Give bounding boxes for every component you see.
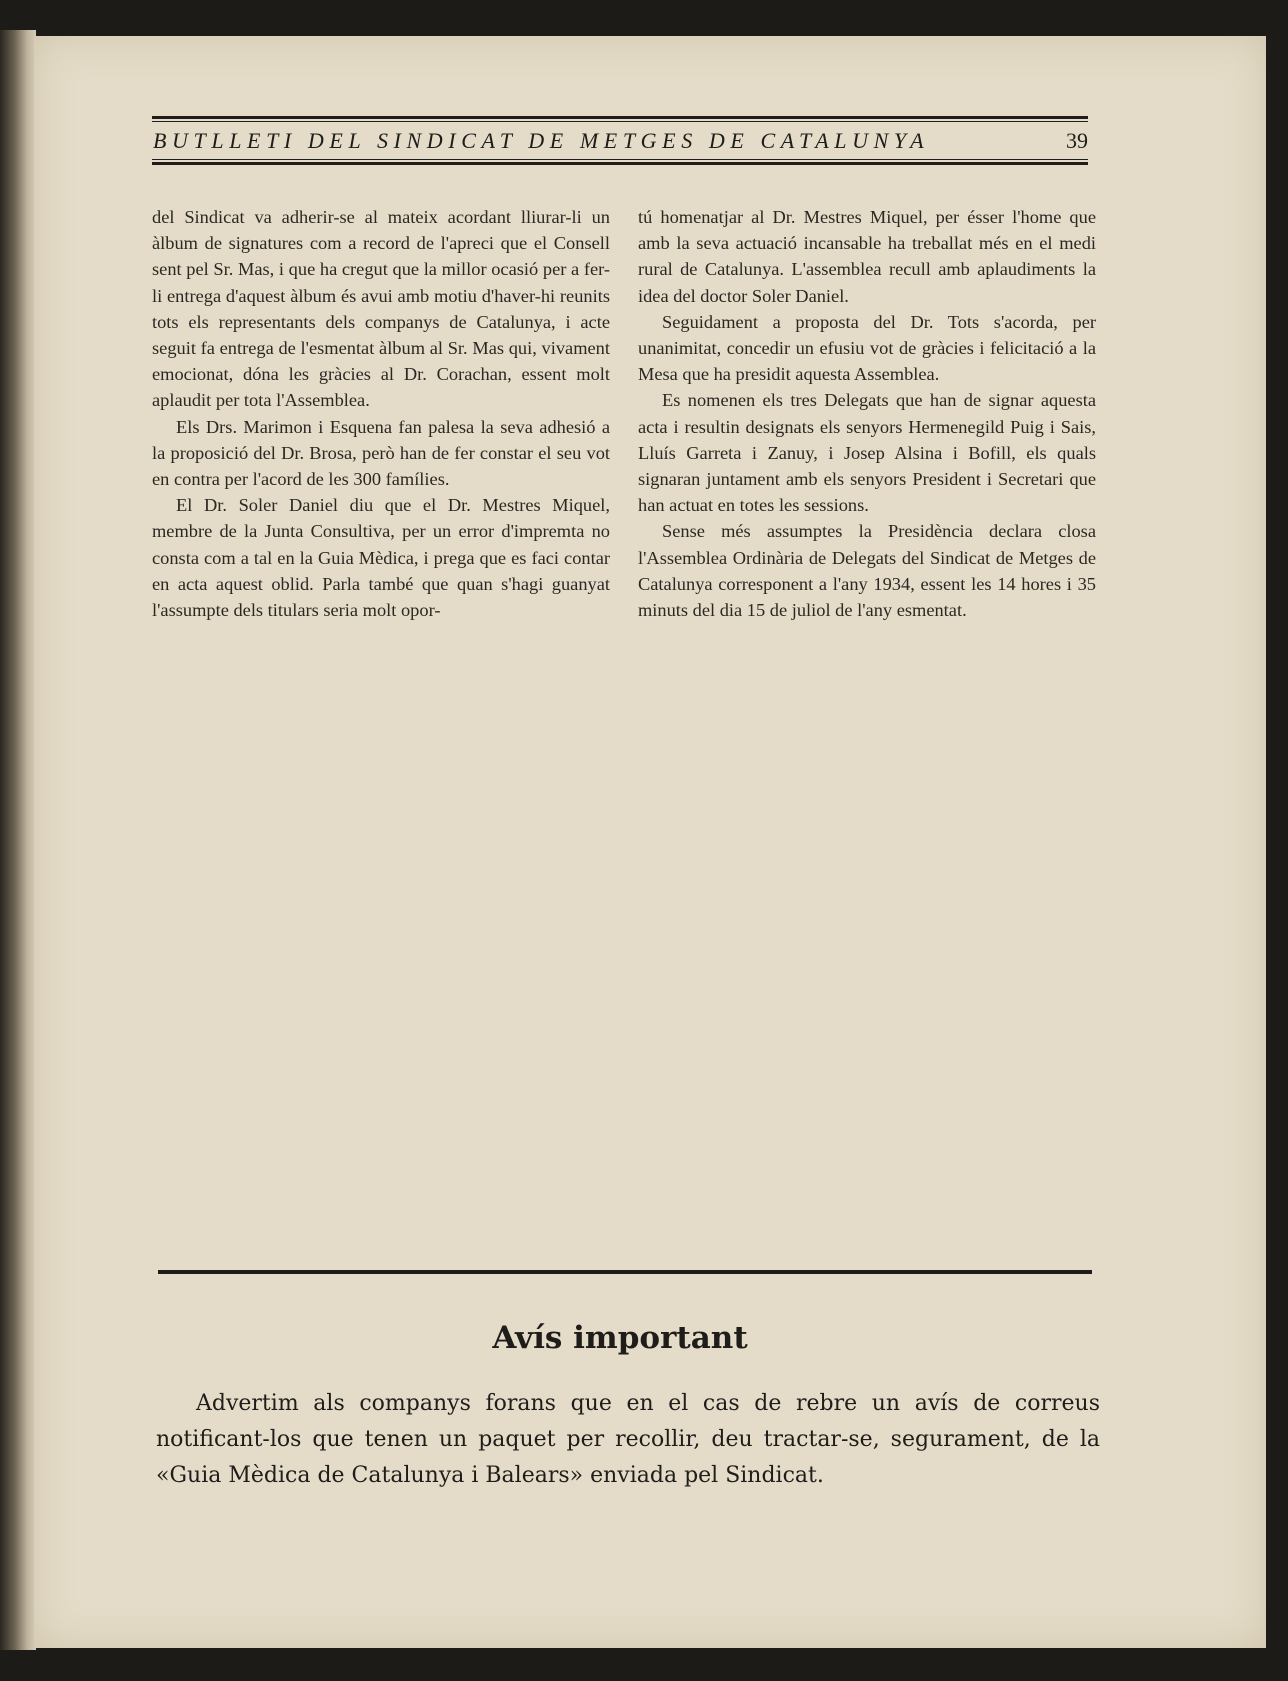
page-number: 39 [1066, 128, 1088, 153]
header-rule-top-thick [152, 116, 1088, 119]
header-rule-bottom-thick [152, 162, 1088, 165]
paragraph: del Sindicat va adherir-se al mateix acordant lliurar-li un àlbum de signatures com a record de l'apreci que el Consell sent pel Sr. Mas, i que ha cregut que la millor ocasió per a fer-li entrega d'aquest àlbum és avui amb motiu d'haver-hi reunits tots els representants dels companys de Catalunya, i acte seguit fa entrega de l'esmentat àlbum al Sr. Mas qui, vivament emocionat, dóna les gràcies al Dr. Corachan, essent molt aplaudit per tota l'Assemblea. [152, 207, 610, 411]
right-column [638, 204, 1096, 623]
page-binding-edge [0, 30, 36, 1650]
running-header [153, 128, 1088, 154]
paragraph: Es nomenen els tres Delegats que han de signar aquesta acta i resultin designats els senyors Hermenegild Puig i Sais, Lluís Garreta i Zanuy, i Josep Alsina i Bofill, els quals signaran juntament amb els senyors President i Secretari que han actuat en totes les sessions. [638, 390, 1096, 516]
paragraph: El Dr. Soler Daniel diu que el Dr. Mestres Miquel, membre de la Junta Consultiva, per un error d'impremta no consta com a tal en la Guia Mèdica, i prega que es faci contar en acta aquest oblid. Parla també que quan s'hagi guanyat l'assumpte dels titulars seria molt opor- [152, 495, 610, 621]
header-rule-top-thin [152, 121, 1088, 122]
notice-divider [158, 1270, 1092, 1274]
header-rule-bottom-thin [152, 159, 1088, 160]
paragraph: tú homenatjar al Dr. Mestres Miquel, per ésser l'home que amb la seva actuació incansable ha treballat més en el medi rural de Catalunya. L'assemblea recull amb aplaudiments la idea del doctor Soler Daniel. [638, 207, 1096, 306]
notice-title: Avís important [492, 1320, 748, 1356]
journal-title: BUTLLETI DEL SINDICAT DE METGES DE CATALUNYA [153, 128, 930, 153]
paragraph: Sense més assumptes la Presidència declara closa l'Assemblea Ordinària de Delegats del Sindicat de Metges de Catalunya corresponent a l'any 1934, essent les 14 hores i 35 minuts del dia 15 de juliol de l'any esmentat. [638, 521, 1096, 621]
notice-body: Advertim als companys forans que en el cas de rebre un avís de correus notificant-los que tenen un paquet per recollir, deu tractar-se, segurament, de la «Guia Mèdica de Catalunya i Balears» enviada pel Sindicat. [156, 1391, 1100, 1488]
paragraph: Seguidament a proposta del Dr. Tots s'acorda, per unanimitat, concedir un efusiu vot de gràcies i felicitació a la Mesa que ha presidit aquesta Assemblea. [638, 311, 1096, 385]
left-column [152, 204, 610, 623]
paragraph: Els Drs. Marimon i Esquena fan palesa la seva adhesió a la proposició del Dr. Brosa, però han de fer constar el seu vot en contra per l'acord de les 300 famílies. [152, 416, 610, 490]
